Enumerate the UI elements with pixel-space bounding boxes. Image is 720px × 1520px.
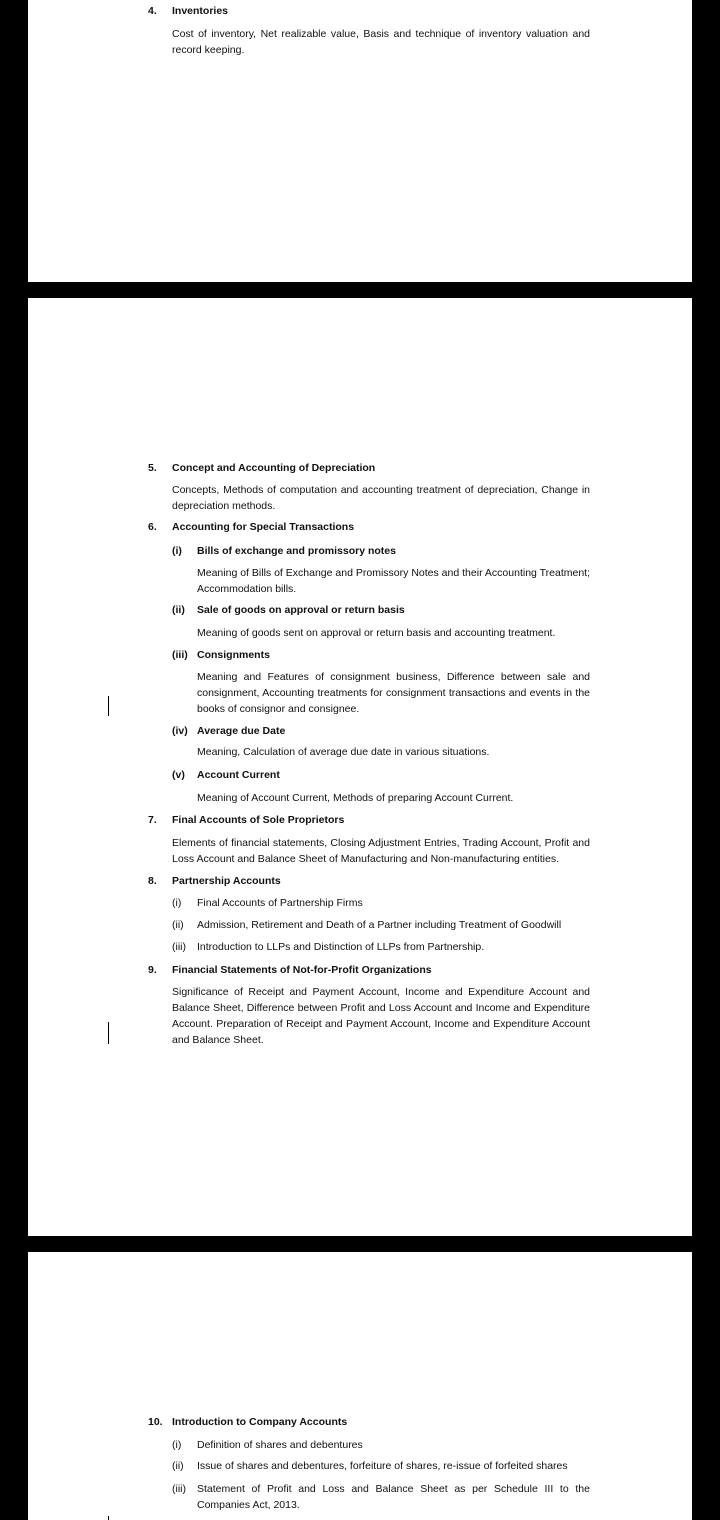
document-page-1	[28, 0, 692, 282]
sub-number: (v)	[172, 769, 185, 781]
sub-item-company: Definition of shares and debentures	[197, 1439, 363, 1451]
sub-title-account-current: Account Current	[197, 769, 280, 781]
sub-number: (iii)	[172, 649, 188, 661]
sub-title-consignments: Consignments	[197, 649, 270, 661]
sub-desc-account-current: Meaning of Account Current, Methods of preparing Account Current.	[197, 792, 514, 804]
section-number: 6.	[148, 521, 157, 533]
section-title-inventories: Inventories	[172, 5, 229, 17]
sub-item-company: Issue of shares and debentures, forfeiture of shares, re-issue of forfeited shares	[197, 1460, 568, 1472]
sub-desc-consignments: Meaning and Features of consignment business, Difference between sale and consignment, Accounting treatments for consignment transactions and events in the books of consignor and consignee.	[197, 671, 590, 715]
section-desc-inventories: Cost of inventory, Net realizable value, Basis and technique of inventory valuation and record keeping.	[172, 28, 590, 56]
section-number: 10.	[148, 1416, 163, 1428]
sub-number: (ii)	[172, 604, 185, 616]
section-title-special-transactions: Accounting for Special Transactions	[172, 521, 355, 533]
text-cursor	[108, 1516, 109, 1520]
section-number: 5.	[148, 462, 157, 474]
sub-desc-average-due-date: Meaning, Calculation of average due date in various situations.	[197, 746, 490, 758]
sub-desc-bills: Meaning of Bills of Exchange and Promissory Notes and their Accounting Treatment; Accommodation bills.	[197, 567, 590, 595]
sub-item-partnership: Introduction to LLPs and Distinction of LLPs from Partnership.	[197, 941, 485, 953]
text-cursor	[108, 1022, 109, 1044]
sub-item-partnership: Final Accounts of Partnership Firms	[197, 897, 363, 909]
sub-title-average-due-date: Average due Date	[197, 725, 286, 737]
sub-item-partnership: Admission, Retirement and Death of a Partner including Treatment of Goodwill	[197, 919, 562, 931]
sub-number: (ii)	[172, 919, 184, 931]
section-title-company-accounts: Introduction to Company Accounts	[172, 1416, 348, 1428]
document-page-2	[28, 298, 692, 1236]
sub-number: (iii)	[172, 1483, 186, 1495]
section-title-depreciation: Concept and Accounting of Depreciation	[172, 462, 376, 474]
sub-title-bills: Bills of exchange and promissory notes	[197, 545, 396, 557]
sub-number: (iii)	[172, 941, 186, 953]
section-desc-depreciation: Concepts, Methods of computation and accounting treatment of depreciation, Change in depreciation methods.	[172, 484, 590, 512]
sub-desc-sale-on-approval: Meaning of goods sent on approval or return basis and accounting treatment.	[197, 627, 556, 639]
section-desc-sole-proprietors: Elements of financial statements, Closing Adjustment Entries, Trading Account, Profit and Loss Account and Balance Sheet of Manufacturing and Non-manufacturing entities.	[172, 837, 590, 865]
document-page-3	[28, 1252, 692, 1520]
sub-number: (i)	[172, 1439, 182, 1451]
sub-title-sale-on-approval: Sale of goods on approval or return basis	[197, 604, 405, 616]
section-title-not-for-profit: Financial Statements of Not-for-Profit Organizations	[172, 964, 432, 976]
section-number: 8.	[148, 875, 157, 887]
sub-number: (i)	[172, 545, 182, 557]
section-title-sole-proprietors: Final Accounts of Sole Proprietors	[172, 814, 345, 826]
text-cursor	[108, 696, 109, 716]
section-number: 4.	[148, 5, 157, 17]
section-number: 9.	[148, 964, 157, 976]
sub-item-company: Statement of Profit and Loss and Balance Sheet as per Schedule III to the Companies Act, 2013.	[197, 1483, 590, 1511]
sub-number: (i)	[172, 897, 182, 909]
section-number: 7.	[148, 814, 157, 826]
section-title-partnership: Partnership Accounts	[172, 875, 281, 887]
sub-number: (iv)	[172, 725, 188, 737]
sub-number: (ii)	[172, 1460, 184, 1472]
section-desc-not-for-profit: Significance of Receipt and Payment Account, Income and Expenditure Account and Balance Sheet, Difference between Profit and Loss Account and Income and Expenditure Account. Preparation of Receipt and Payment Account, Income and Expenditure Account and Balance Sheet.	[172, 986, 590, 1046]
